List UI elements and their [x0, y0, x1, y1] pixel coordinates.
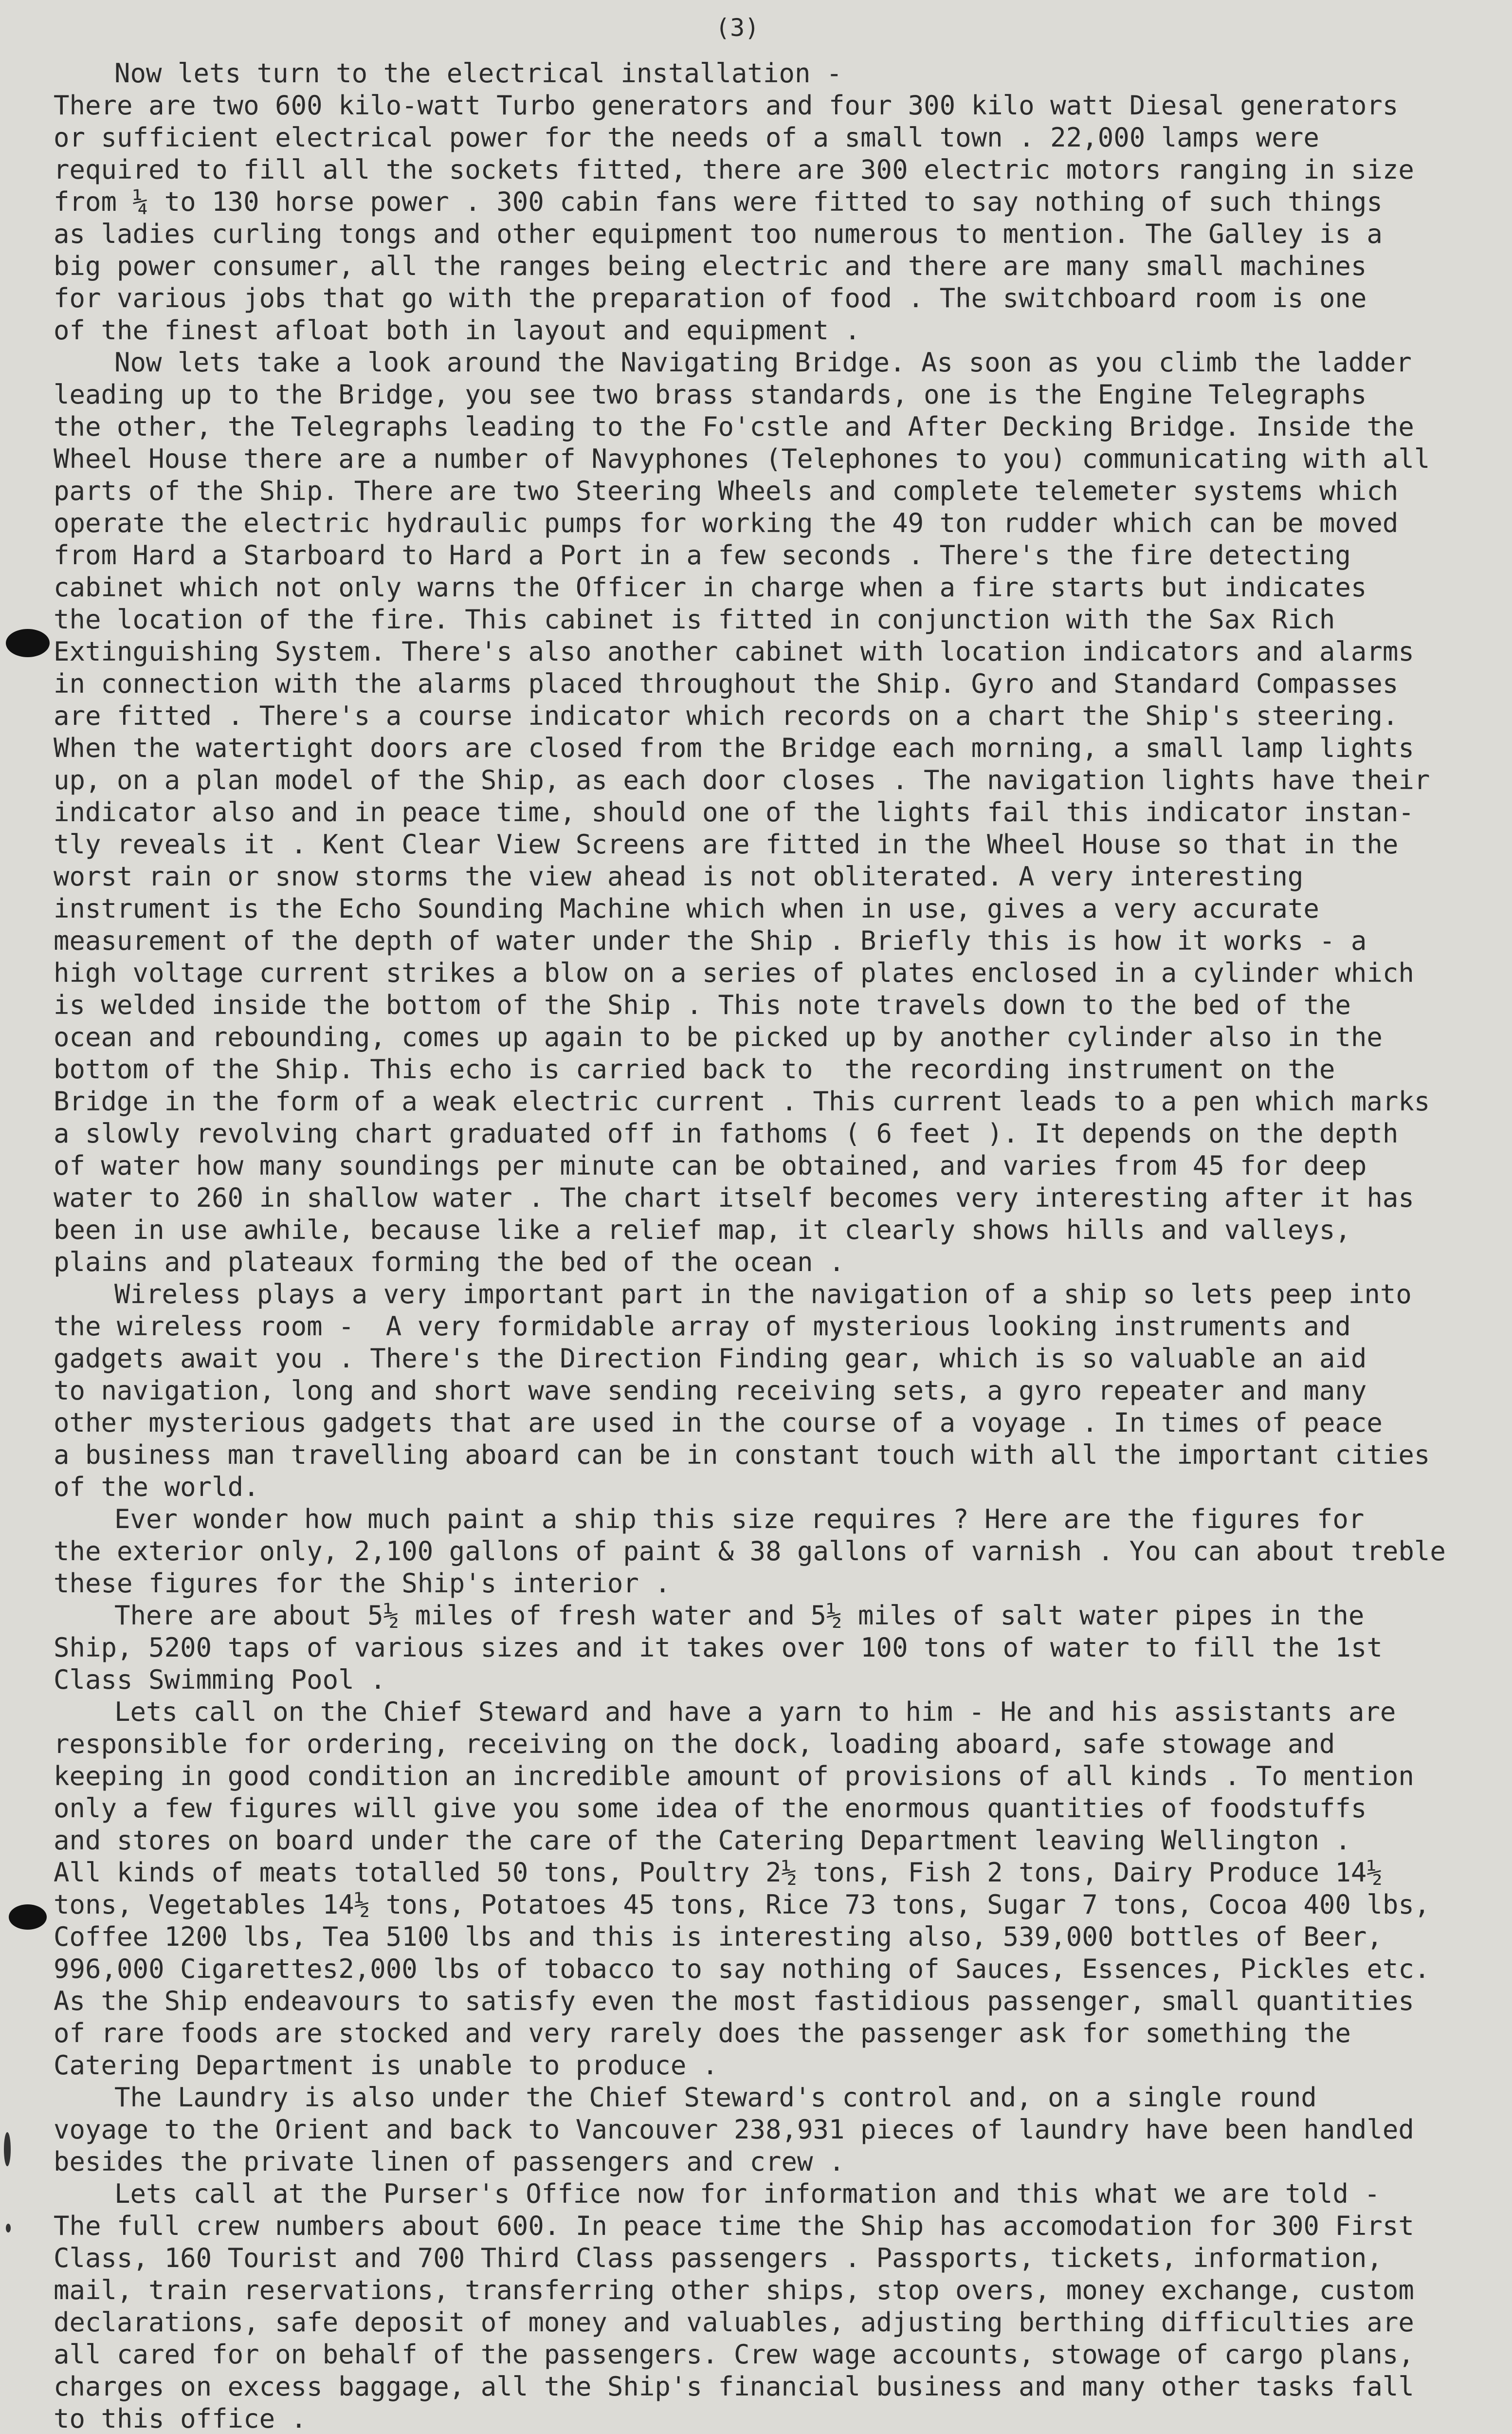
text-line: from ¼ to 130 horse power . 300 cabin fans were fitted to say nothing of such things — [54, 186, 1383, 217]
text-line: 996,000 Cigarettes2,000 lbs of tobacco to say nothing of Sauces, Essences, Pickles etc. — [54, 1954, 1430, 1984]
text-line: from Hard a Starboard to Hard a Port in a few seconds . There's the fire detecting — [54, 540, 1351, 571]
text-line: operate the electric hydraulic pumps for working the 49 ton rudder which can be moved — [54, 508, 1399, 538]
text-line: a business man travelling aboard can be in constant touch with all the important cities — [54, 1439, 1430, 1470]
text-line: Now lets turn to the electrical installation - — [114, 58, 842, 89]
text-line: There are two 600 kilo-watt Turbo generators and four 300 kilo watt Diesal generators — [54, 90, 1399, 121]
text-line: only a few figures will give you some idea of the enormous quantities of foodstuffs — [54, 1793, 1367, 1824]
text-line: parts of the Ship. There are two Steering Wheels and complete telemeter systems which — [54, 476, 1399, 506]
text-line: Bridge in the form of a weak electric current . This current leads to a pen which marks — [54, 1086, 1430, 1117]
text-line: Extinguishing System. There's also another cabinet with location indicators and alarms — [54, 636, 1414, 667]
ink-blot-2 — [9, 1904, 47, 1930]
text-line: Ever wonder how much paint a ship this size requires ? Here are the figures for — [114, 1504, 1365, 1534]
text-line: There are about 5½ miles of fresh water and 5½ miles of salt water pipes in the — [114, 1600, 1365, 1631]
text-line: and stores on board under the care of the Catering Department leaving Wellington . — [54, 1825, 1351, 1856]
text-line: The Laundry is also under the Chief Steward's control and, on a single round — [114, 2082, 1317, 2113]
text-line: responsible for ordering, receiving on the dock, loading aboard, safe stowage and — [54, 1729, 1335, 1759]
text-line: Class, 160 Tourist and 700 Third Class passengers . Passports, tickets, information, — [54, 2243, 1383, 2273]
text-line: voyage to the Orient and back to Vancouver 238,931 pieces of laundry have been handled — [54, 2114, 1414, 2145]
body-text — [54, 57, 1465, 2434]
text-line: gadgets await you . There's the Direction Finding gear, which is so valuable an aid — [54, 1343, 1367, 1374]
text-line: to this office . — [54, 2403, 307, 2434]
text-line: Ship, 5200 taps of various sizes and it takes over 100 tons of water to fill the 1st — [54, 1632, 1383, 1663]
text-line: tons, Vegetables 14½ tons, Potatoes 45 tons, Rice 73 tons, Sugar 7 tons, Cocoa 400 lbs, — [54, 1889, 1430, 1920]
text-line: to navigation, long and short wave sending receiving sets, a gyro repeater and many — [54, 1375, 1367, 1406]
text-line: mail, train reservations, transferring other ships, stop overs, money exchange, custom — [54, 2275, 1414, 2305]
text-line: Wireless plays a very important part in the navigation of a ship so lets peep into — [114, 1279, 1412, 1309]
text-line: of water how many soundings per minute can be obtained, and varies from 45 for deep — [54, 1150, 1367, 1181]
text-line: in connection with the alarms placed throughout the Ship. Gyro and Standard Compasses — [54, 668, 1399, 699]
text-line: As the Ship endeavours to satisfy even the most fastidious passenger, small quantities — [54, 1986, 1414, 2016]
text-line: Lets call at the Purser's Office now for information and this what we are told - — [114, 2178, 1380, 2209]
text-line: Now lets take a look around the Navigating Bridge. As soon as you climb the ladder — [114, 347, 1412, 378]
text-line: declarations, safe deposit of money and valuables, adjusting berthing difficulties are — [54, 2307, 1414, 2338]
text-line: are fitted . There's a course indicator which records on a chart the Ship's steering. — [54, 701, 1399, 731]
text-line: Lets call on the Chief Steward and have a yarn to him - He and his assistants are — [114, 1696, 1396, 1727]
text-line: high voltage current strikes a blow on a series of plates enclosed in a cylinder which — [54, 958, 1414, 988]
text-line: ocean and rebounding, comes up again to be picked up by another cylinder also in the — [54, 1022, 1383, 1052]
text-line: the exterior only, 2,100 gallons of paint & 38 gallons of varnish . You can about treble — [54, 1536, 1446, 1567]
text-line: up, on a plan model of the Ship, as each door closes . The navigation lights have their — [54, 765, 1430, 795]
ink-mark-2 — [6, 2224, 11, 2232]
text-line: keeping in good condition an incredible amount of provisions of all kinds . To mention — [54, 1761, 1414, 1791]
text-line: for various jobs that go with the preparation of food . The switchboard room is one — [54, 283, 1367, 313]
text-line: other mysterious gadgets that are used in the course of a voyage . In times of peace — [54, 1407, 1383, 1438]
text-line: cabinet which not only warns the Officer in charge when a fire starts but indicates — [54, 572, 1367, 603]
text-line: plains and plateaux forming the bed of the ocean . — [54, 1247, 845, 1277]
text-line: the wireless room - A very formidable array of mysterious looking instruments and — [54, 1311, 1351, 1342]
text-line: of the world. — [54, 1472, 259, 1502]
text-line: Coffee 1200 lbs, Tea 5100 lbs and this is interesting also, 539,000 bottles of Beer, — [54, 1921, 1383, 1952]
text-line: tly reveals it . Kent Clear View Screens are fitted in the Wheel House so that in the — [54, 829, 1399, 860]
text-line: Wheel House there are a number of Navyphones (Telephones to you) communicating with all — [54, 443, 1430, 474]
text-line: instrument is the Echo Sounding Machine which when in use, gives a very accurate — [54, 893, 1319, 924]
text-line: of the finest afloat both in layout and equipment . — [54, 315, 861, 346]
text-line: indicator also and in peace time, should one of the lights fail this indicator instan- — [54, 797, 1414, 828]
text-line: been in use awhile, because like a relief map, it clearly shows hills and valleys, — [54, 1215, 1351, 1245]
text-line: all cared for on behalf of the passengers. Crew wage accounts, stowage of cargo plans, — [54, 2339, 1414, 2370]
ink-blot-1 — [6, 629, 50, 657]
text-line: required to fill all the sockets fitted, there are 300 electric motors ranging in size — [54, 154, 1414, 185]
text-line: is welded inside the bottom of the Ship . This note travels down to the bed of the — [54, 990, 1351, 1020]
text-line: The full crew numbers about 600. In peace time the Ship has accomodation for 300 First — [54, 2211, 1414, 2241]
text-line: All kinds of meats totalled 50 tons, Poultry 2½ tons, Fish 2 tons, Dairy Produce 14½ — [54, 1857, 1383, 1888]
text-line: bottom of the Ship. This echo is carried back to the recording instrument on the — [54, 1054, 1335, 1085]
text-line: water to 260 in shallow water . The chart itself becomes very interesting after it has — [54, 1182, 1414, 1213]
text-line: big power consumer, all the ranges being electric and there are many small machines — [54, 251, 1367, 281]
text-line: these figures for the Ship's interior . — [54, 1568, 671, 1599]
text-line: as ladies curling tongs and other equipment too numerous to mention. The Galley is a — [54, 219, 1383, 249]
text-line: worst rain or snow storms the view ahead is not obliterated. A very interesting — [54, 861, 1304, 892]
text-line: the location of the fire. This cabinet is fitted in conjunction with the Sax Rich — [54, 604, 1335, 635]
text-line: When the watertight doors are closed from the Bridge each morning, a small lamp lights — [54, 733, 1414, 763]
page-number: (3) — [715, 14, 760, 42]
text-line: measurement of the depth of water under the Ship . Briefly this is how it works - a — [54, 925, 1367, 956]
text-line: charges on excess baggage, all the Ship's financial business and many other tasks fall — [54, 2371, 1414, 2402]
ink-mark-1 — [4, 2132, 11, 2166]
text-line: a slowly revolving chart graduated off in fathoms ( 6 feet ). It depends on the depth — [54, 1118, 1399, 1149]
text-line: leading up to the Bridge, you see two brass standards, one is the Engine Telegraphs — [54, 379, 1367, 410]
text-line: besides the private linen of passengers and crew . — [54, 2146, 845, 2177]
text-line: of rare foods are stocked and very rarely does the passenger ask for something the — [54, 2018, 1351, 2048]
text-line: or sufficient electrical power for the needs of a small town . 22,000 lamps were — [54, 122, 1319, 153]
text-line: the other, the Telegraphs leading to the Fo'cstle and After Decking Bridge. Inside the — [54, 411, 1414, 442]
text-line: Class Swimming Pool . — [54, 1664, 386, 1695]
text-line: Catering Department is unable to produce . — [54, 2050, 718, 2081]
